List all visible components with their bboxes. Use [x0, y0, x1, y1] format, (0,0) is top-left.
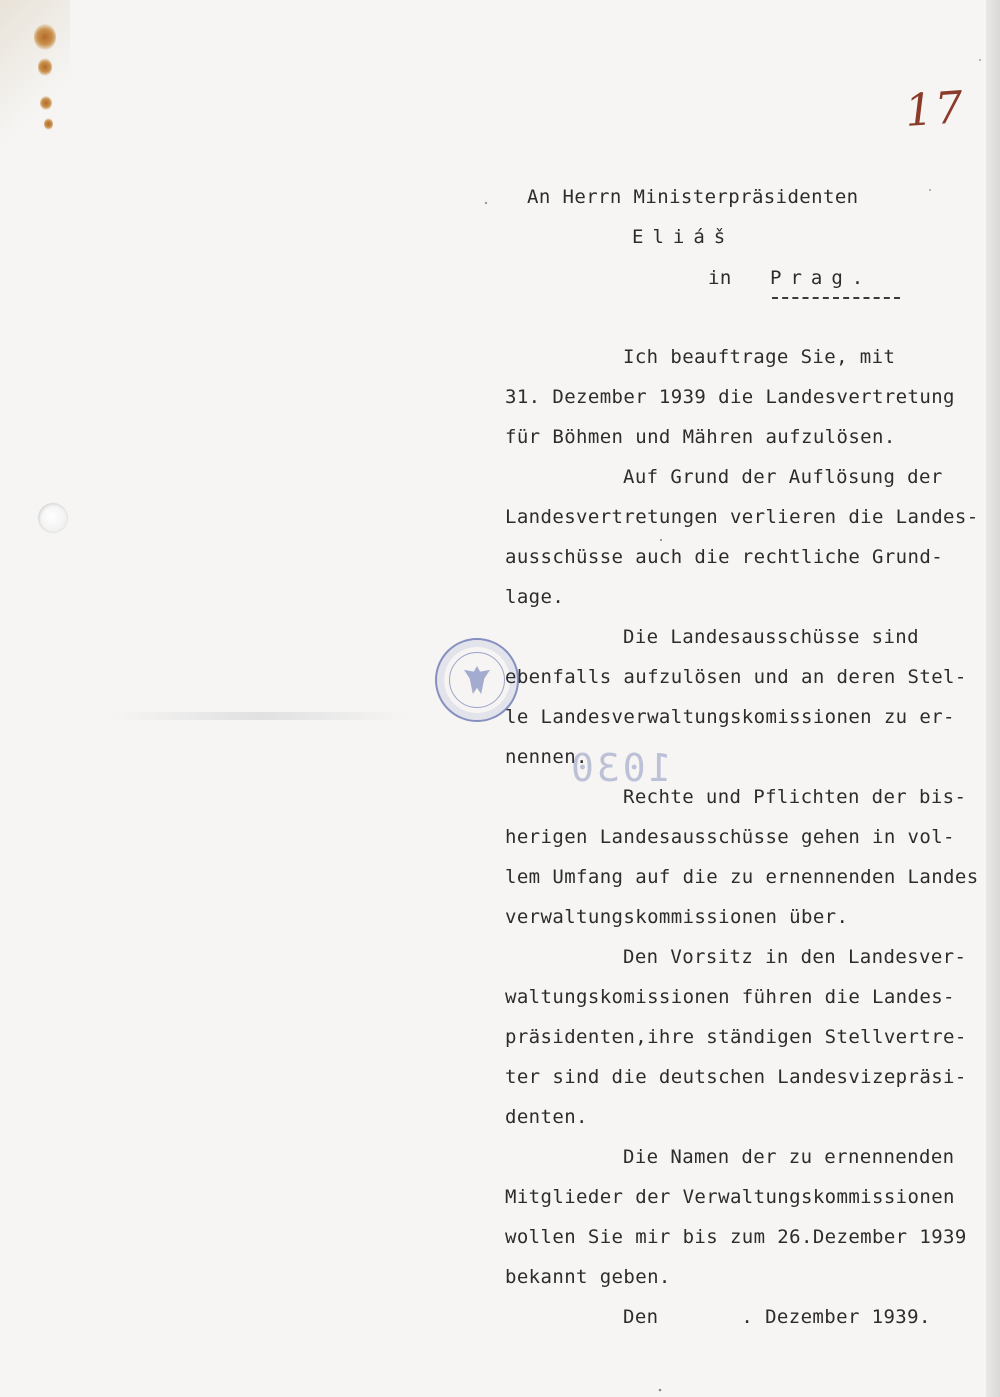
body-line: verwaltungskommissionen über.	[505, 906, 849, 928]
body-line: für Böhmen und Mähren aufzulösen.	[505, 426, 896, 448]
body-line: bekannt geben.	[505, 1266, 671, 1288]
body-line: Rechte und Pflichten der bis-	[623, 786, 967, 808]
body-line: ebenfalls aufzulösen und an deren Stel-	[505, 666, 967, 688]
address-place: Prag.	[770, 267, 873, 289]
body-line: le Landesverwaltungskomissionen zu er-	[505, 706, 955, 728]
folio-number: 17	[903, 81, 967, 138]
body-line: wollen Sie mir bis zum 26.Dezember 1939	[505, 1226, 967, 1248]
body-line: ter sind die deutschen Landesvizepräsi-	[505, 1066, 967, 1088]
body-line: präsidenten,ihre ständigen Stellvertre-	[505, 1026, 967, 1048]
body-line: Mitglieder der Verwaltungskommissionen	[505, 1186, 955, 1208]
body-line: 31. Dezember 1939 die Landesvertretung	[505, 386, 955, 408]
body-line: lem Umfang auf die zu ernennenden Landes	[505, 866, 979, 888]
body-line: Die Landesausschüsse sind	[623, 626, 919, 648]
body-line: nennen.	[505, 746, 588, 768]
body-line: waltungskomissionen führen die Landes-	[505, 986, 955, 1008]
address-name: Eliáš	[632, 226, 735, 248]
date-line: Den . Dezember 1939.	[623, 1306, 931, 1328]
body-line: herigen Landesausschüsse gehen in vol-	[505, 826, 955, 848]
body-line: Auf Grund der Auflösung der	[623, 466, 943, 488]
body-line: Die Namen der zu ernennenden	[623, 1146, 955, 1168]
body-line: lage.	[505, 586, 565, 608]
body-line: ausschüsse auch die rechtliche Grund-	[505, 546, 944, 568]
body-line: Ich beauftrage Sie, mit	[623, 346, 896, 368]
address-recipient: An Herrn Ministerpräsidenten	[527, 186, 859, 208]
body-line: denten.	[505, 1106, 588, 1128]
stamp-number-offset: 1030	[568, 746, 672, 790]
body-line: Den Vorsitz in den Landesver-	[623, 946, 967, 968]
body-line: Landesvertretungen verlieren die Landes-	[505, 506, 979, 528]
address-place-prefix: in	[708, 267, 732, 289]
